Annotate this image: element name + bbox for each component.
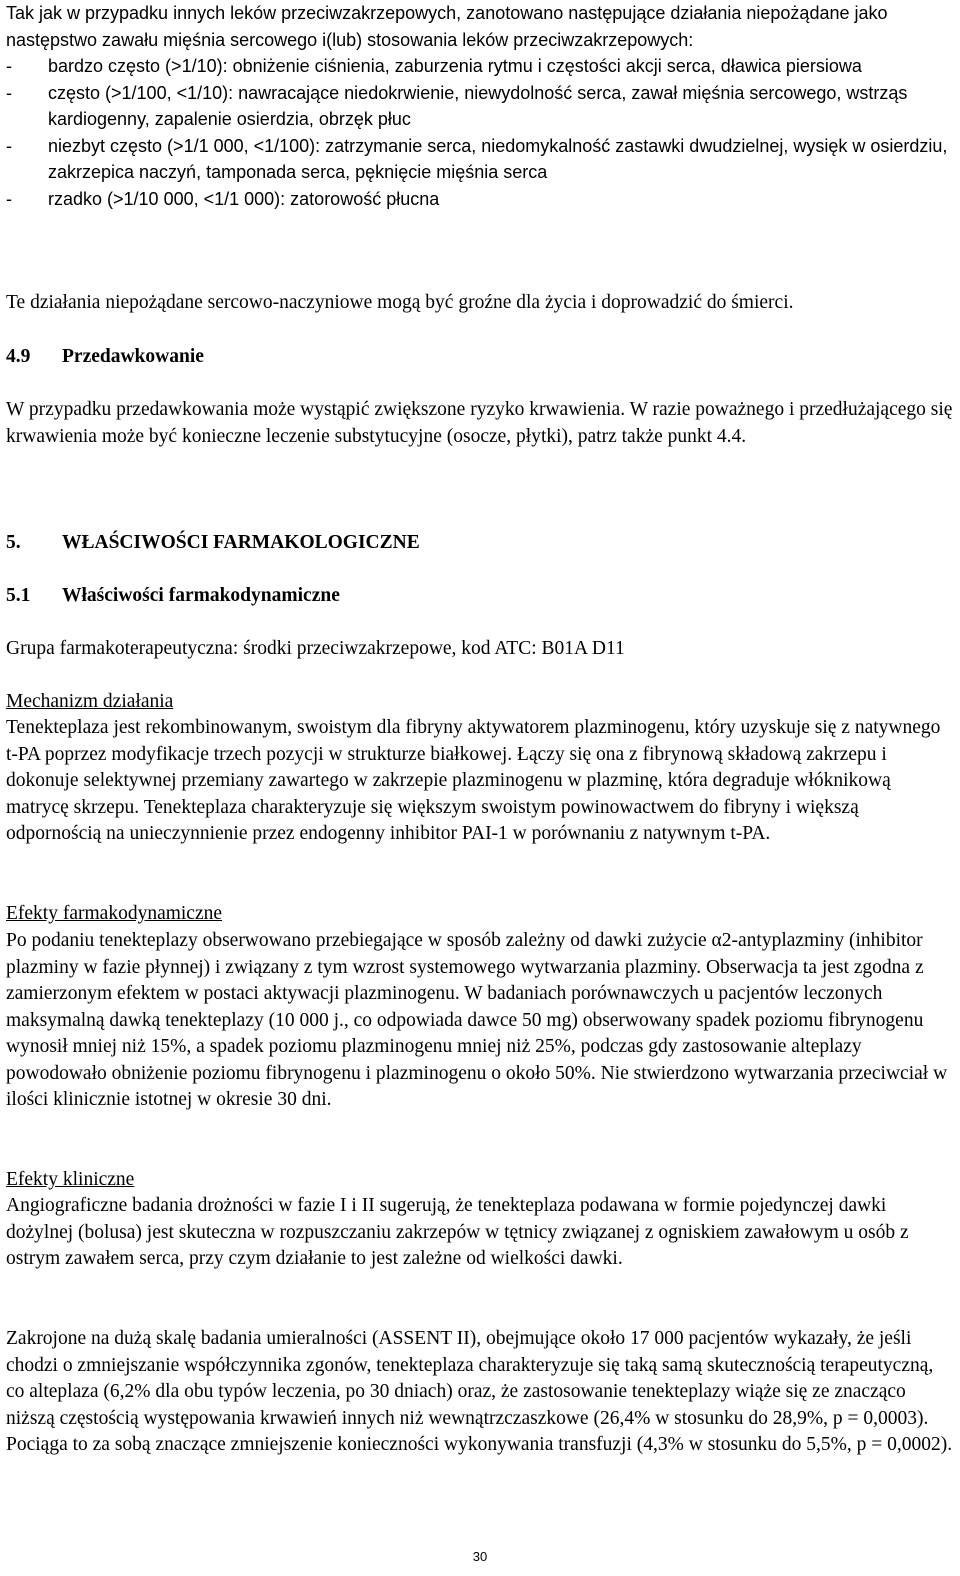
section-4-9-heading: [6, 344, 956, 371]
clinical-text-1: Angiograficzne badania drożności w fazie I i II sugerują, że tenekteplaza podawana w formie pojedynczej dawki dożylnej (bolusa) jest skuteczna w rozpuszczaniu zakrzepów w tętnicy związanej z ogniskiem zawałowym u osób z ostrym zawałem serca, przy czym działanie to jest zależne od wielkości dawki.: [6, 1195, 909, 1269]
section-4-9-text: W przypadku przedawkowania może wystąpić zwiększone ryzyko krwawienia. W razie poważnego i przedłużającego się krwawienia może być konieczne leczenie substytucyjne (osocze, płytki), patrz także punkt 4.4.: [6, 399, 953, 447]
pharmacotherapeutic-group: Grupa farmakoterapeutyczna: środki przeciwzakrzepowe, kod ATC: B01A D11: [6, 638, 625, 659]
clinical-text-2: Zakrojone na dużą skalę badania umieralności (ASSENT II), obejmujące około 17 000 pacjentów wykazały, że jeśli chodzi o zmniejszanie współczynnika zgonów, tenekteplaza charakteryzuje się taką samą skutecznością terapeutyczną, co alteplaza (6,2% dla obu typów leczenia, po 30 dniach) oraz, że zastosowanie tenekteplazy wiąże się ze znacząco niższą częstością występowania krwawień innych niż wewnątrzczaszkowe (26,4% w stosunku do 28,9%, p = 0,0003). Pociąga to za sobą znaczące zmniejszenie konieczności wykonywania transfuzji (4,3% w stosunku do 5,5%, p = 0,0002).: [6, 1328, 953, 1455]
mechanism-heading: Mechanizm działania: [6, 691, 174, 712]
section-number: 4.9: [6, 346, 31, 367]
mechanism-text: Tenekteplaza jest rekombinowanym, swoistym dla fibryny aktywatorem plazminogenu, który uzyskuje się z natywnego t-PA poprzez modyfikacje trzech pozycji w strukturze białkowej. Łączy się ona z fibrynową składową zakrzepu i dokonuje selektywnej przemiany zawartego w zakrzepie plazminogenu w plazminę, która degraduje włóknikową matrycę skrzepu. Tenekteplaza charakteryzuje się większym swoistym powinowactwem do fibryny i większą odpornością na unieczynnienie przez endogenny inhibitor PAI-1 w porównaniu z natywnym t-PA.: [6, 717, 941, 844]
clinical-heading: Efekty kliniczne: [6, 1169, 135, 1190]
pd-text: Po podaniu tenekteplazy obserwowano przebiegające w sposób zależny od dawki zużycie α2-antyplazminy (inhibitor plazminy w fazie płynnej) i związany z tym wzrost systemowego wytwarzania plazminy. Obserwacja ta jest zgodna z zamierzonym efektem w postaci aktywacji plazminogenu. W badaniach porównawczych u pacjentów leczonych maksymalną dawką tenekteplazy (10 000 j., co odpowiada dawce 50 mg) obserwowany spadek poziomu fibrynogenu wynosił mniej niż 15%, a spadek poziomu plazminogenu mniej niż 25%, podczas gdy zastosowanie alteplazy powodowało obniżenie poziomu fibrynogenu i plazminogenu o około 50%. Nie stwierdzono wytwarzania przeciwciał w ilości klinicznie istotnej w okresie 30 dni.: [6, 930, 948, 1110]
page-number: 30: [472, 1549, 488, 1564]
adverse-effects-section: [6, 0, 956, 212]
list-item: - często (>1/100, <1/10): nawracające niedokrwienie, niewydolność serca, zawał mięśnia sercowego, wstrząs kardiogenny, zapalenie osierdzia, obrzęk płuc: [6, 82, 908, 129]
adverse-intro: Tak jak w przypadku innych leków przeciwzakrzepowych, zanotowano następujące działania niepożądane jako następstwo zawału mięśnia sercowego i(lub) stosowania leków przeciwzakrzepowych:: [6, 3, 888, 50]
list-item: - niezbyt często (>1/1 000, <1/100): zatrzymanie serca, niedomykalność zastawki dwudzielnej, wysięk w osierdziu, zakrzepica naczyń, tamponada serca, pęknięcie mięśnia serca: [6, 135, 948, 182]
list-item: - rzadko (>1/10 000, <1/1 000): zatorowość płucna: [6, 188, 440, 209]
pd-heading: Efekty farmakodynamiczne: [6, 903, 223, 924]
section-5-heading: [6, 530, 956, 557]
adverse-list: [6, 53, 956, 212]
section-title: WŁAŚCIWOŚCI FARMAKOLOGICZNE: [62, 532, 420, 553]
section-5-1-heading: [6, 583, 956, 610]
section-title: Właściwości farmakodynamiczne: [62, 585, 340, 606]
list-item: - bardzo często (>1/10): obniżenie ciśnienia, zaburzenia rytmu i częstości akcji serca, dławica piersiowa: [6, 56, 862, 76]
section-number: 5.: [6, 532, 21, 553]
section-number: 5.1: [6, 585, 31, 606]
adverse-closing: Te działania niepożądane sercowo-naczyniowe mogą być groźne dla życia i doprowadzić do śmierci.: [6, 292, 794, 313]
section-title: Przedawkowanie: [62, 346, 204, 367]
